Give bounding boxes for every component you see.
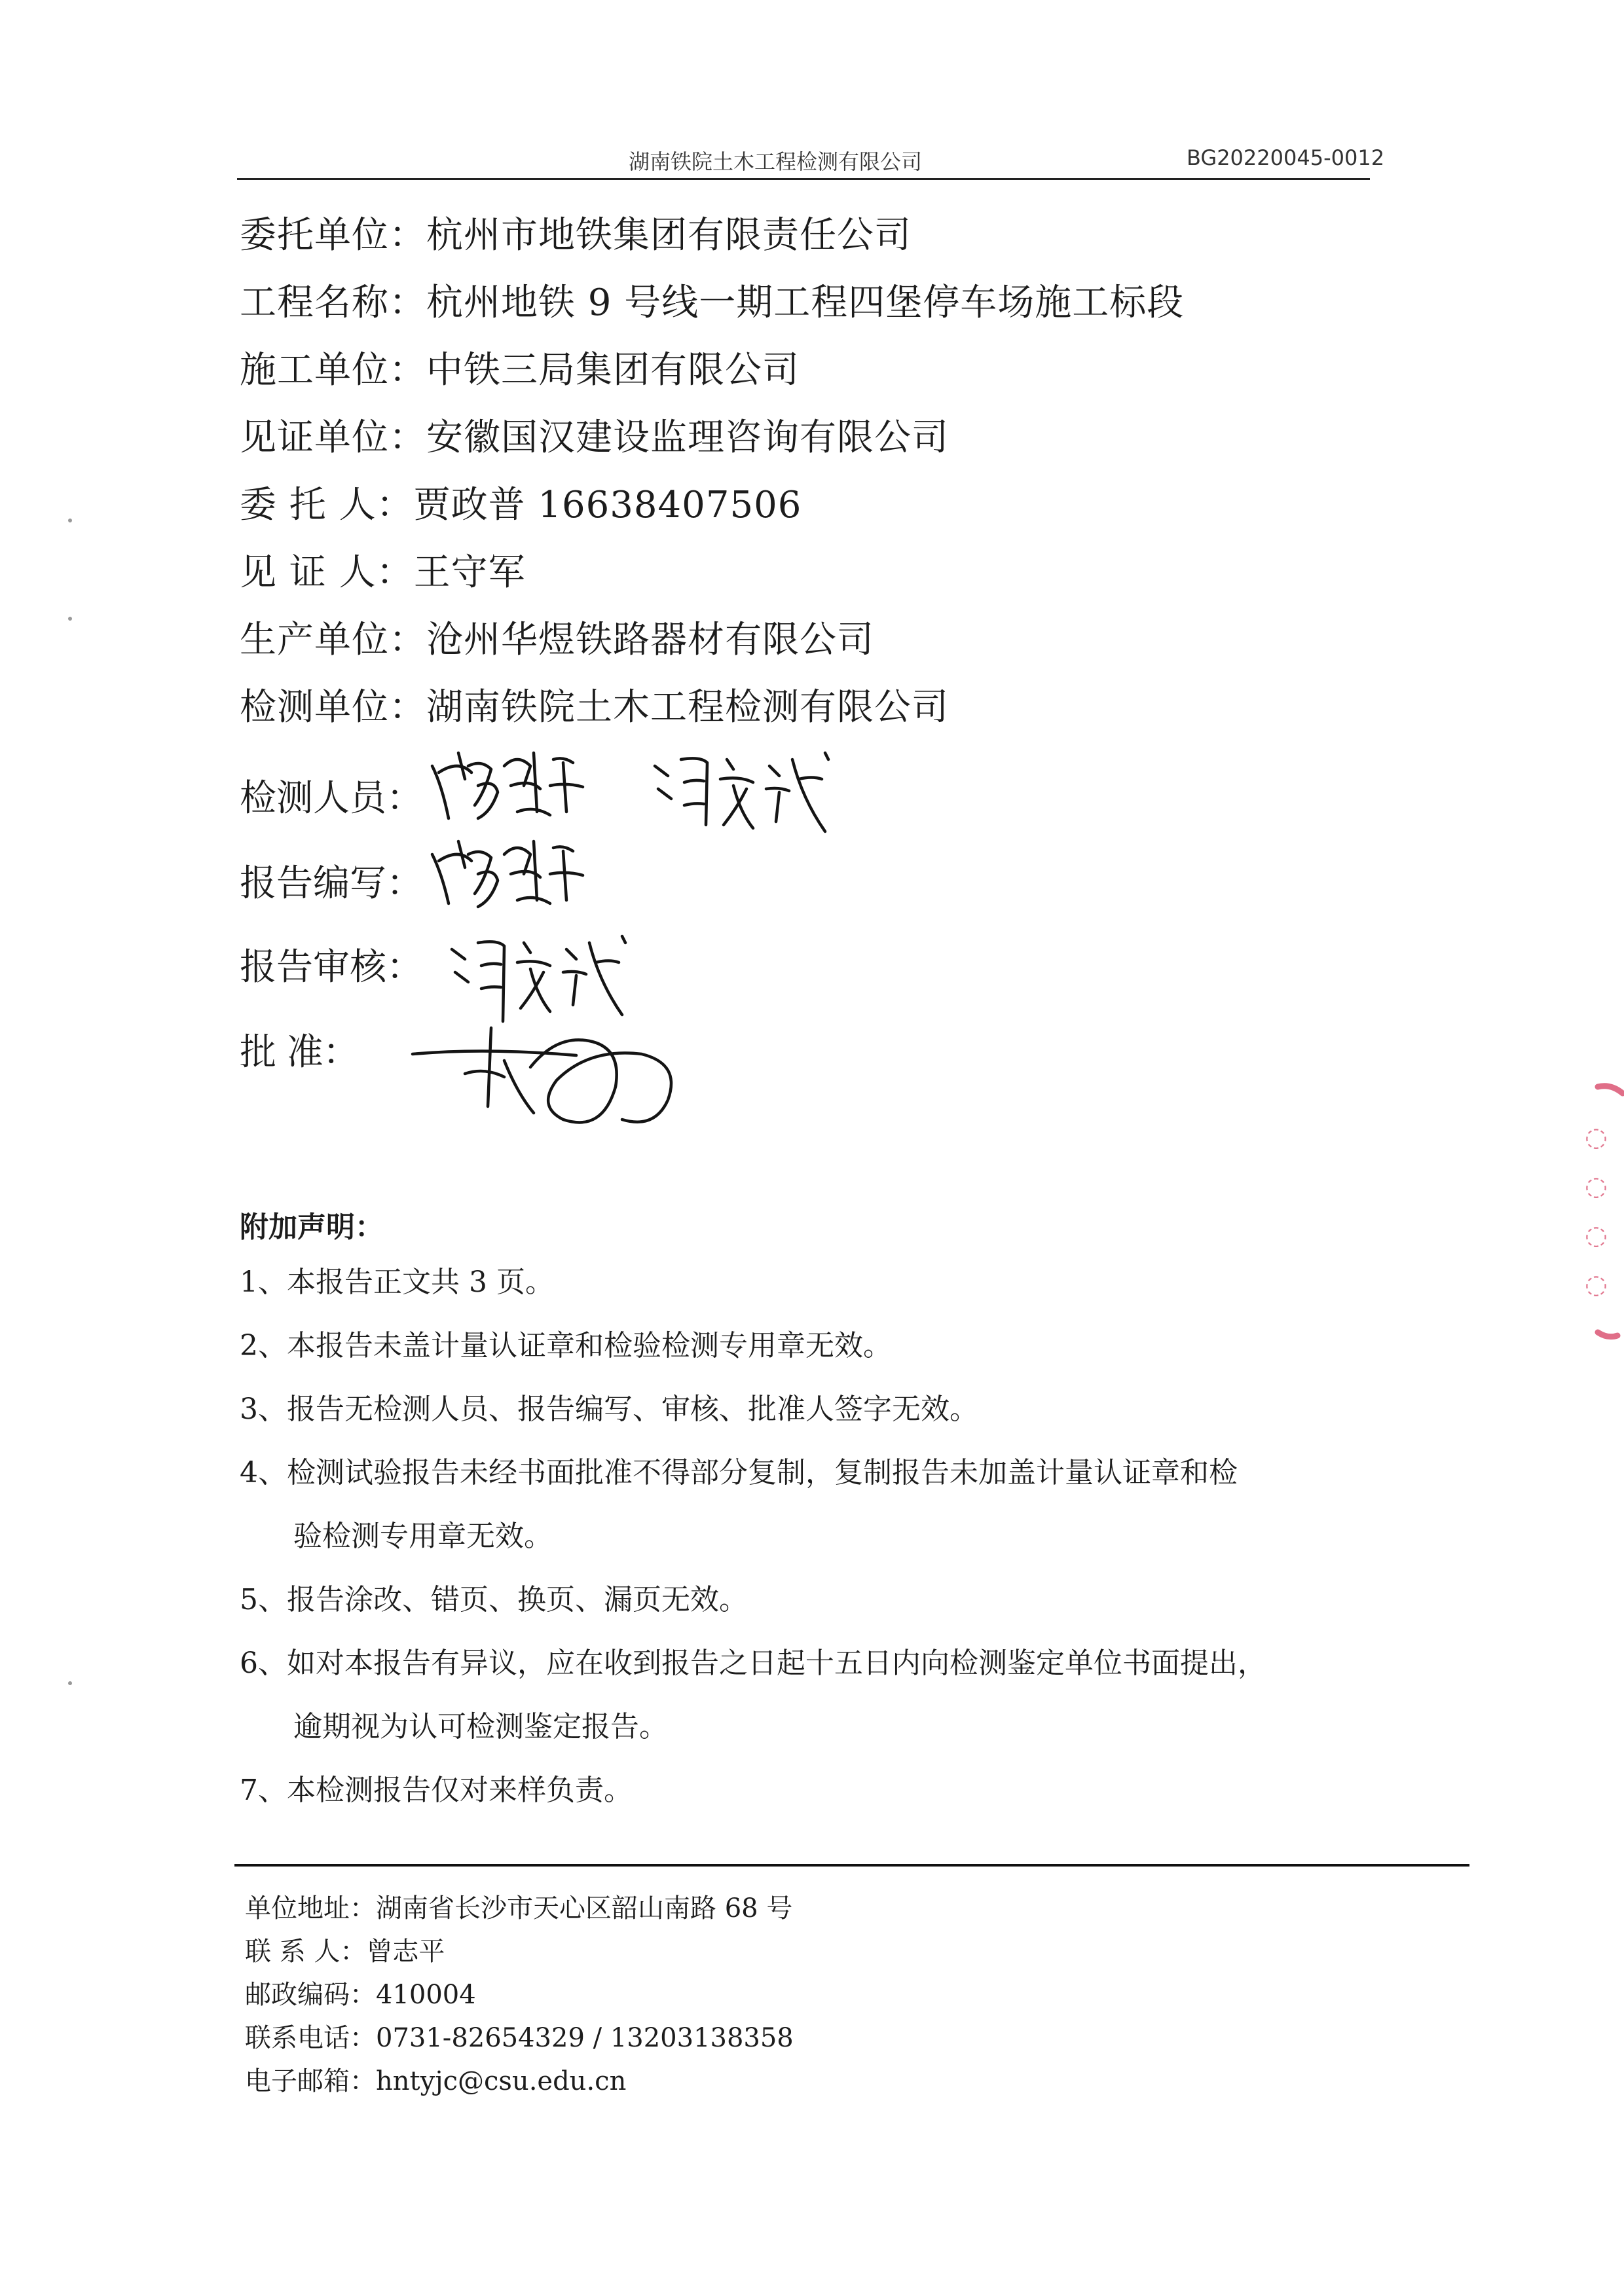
footer-value: 曾志平 [366,1937,445,1967]
note-item [240,1395,978,1424]
info-label: 委 托 人： [240,484,414,526]
footer-email [245,2068,626,2094]
header-company-name: 湖南铁院土木工程检测有限公司 [629,149,923,174]
info-value: 沧州华煜铁路器材有限公司 [426,619,874,661]
report-code: BG20220045-0012 [1187,145,1385,170]
footer-label: 电子邮箱： [245,2066,376,2096]
reviewer-signature [445,923,655,1021]
note-text: 如对本报告有异议，应在收到报告之日起十五日内向检测鉴定单位书面提出， [287,1647,1266,1680]
footer-label: 单位地址： [245,1893,376,1923]
note-number: 7、 [240,1774,287,1807]
note-text: 本报告正文共 3 页。 [287,1266,554,1299]
info-label: 见 证 人： [240,551,414,594]
note-text: 本检测报告仅对来样负责。 [287,1774,633,1807]
footer-value: 湖南省长沙市天心区韶山南路 68 号 [376,1893,793,1923]
footer-value: hntyjc@csu.edu.cn [376,2066,627,2096]
note-number: 1、 [240,1266,287,1299]
note-item [240,1456,1238,1489]
footer-contact [245,1939,445,1965]
info-value: 杭州地铁 9 号线一期工程四堡停车场施工标段 [426,282,1185,324]
footer-rule [234,1864,1469,1867]
note-item [240,1268,554,1297]
svg-text:◌: ◌ [1585,1269,1608,1300]
signature-label-testers: 检测人员： [240,777,423,820]
info-label: 检测单位： [240,686,426,729]
info-value: 中铁三局集团有限公司 [426,349,800,392]
info-row-consignor [240,484,802,526]
note-number: 2、 [240,1329,287,1362]
header-rule [237,178,1370,180]
footer-phone [245,2025,794,2051]
svg-text:◌: ◌ [1585,1122,1608,1152]
note-text: 检测试验报告未经书面批准不得部分复制，复制报告未加盖计量认证章和检 [287,1456,1238,1489]
scan-mark [68,519,72,522]
note-number: 5、 [240,1583,287,1616]
info-row-testing-unit [240,686,949,729]
info-row-manufacturer [240,619,874,661]
info-label: 生产单位： [240,619,426,661]
info-label: 工程名称： [240,282,426,324]
svg-text:◌: ◌ [1585,1171,1608,1201]
note-item [240,1329,892,1362]
notes-title: 附加声明： [240,1211,384,1244]
scan-mark [68,1681,72,1685]
footer-label: 联 系 人： [245,1937,367,1967]
info-row-witness [240,551,526,594]
scan-mark [68,617,72,621]
info-value: 杭州市地铁集团有限责任公司 [426,214,912,257]
footer-label: 邮政编码： [245,1980,376,2010]
signature-label-writer: 报告编写： [240,862,423,905]
footer-value: 410004 [376,1980,476,2010]
footer-value: 0731-82654329 / 13203138358 [376,2023,794,2053]
note-item [240,1649,1266,1678]
footer-postcode [245,1982,476,2008]
info-label: 见证单位： [240,416,426,459]
note-number: 3、 [240,1393,287,1426]
note-item [240,1776,633,1805]
signature-label-reviewer: 报告审核： [240,946,423,989]
note-number: 4、 [240,1456,287,1489]
info-value: 湖南铁院土木工程检测有限公司 [426,686,949,729]
note-text: 报告无检测人员、报告编写、审核、批准人签字无效。 [287,1393,978,1426]
info-row-contractor [240,349,800,392]
note-text: 本报告未盖计量认证章和检验检测专用章无效。 [287,1329,892,1362]
info-value: 安徽国汉建设监理咨询有限公司 [426,416,949,459]
info-row-witness-unit [240,416,949,459]
footer-label: 联系电话： [245,2023,376,2053]
stamp-fragment [1572,1074,1624,1349]
note-text-continued: 验检测专用章无效。 [293,1520,553,1553]
info-value: 王守军 [413,551,526,594]
svg-text:◌: ◌ [1585,1220,1608,1250]
info-label: 施工单位： [240,349,426,392]
info-label: 委托单位： [240,214,426,257]
signature-label-approver: 批 准： [240,1031,359,1074]
info-row-client [240,214,912,257]
note-item [240,1583,748,1616]
note-text-continued: 逾期视为认可检测鉴定报告。 [293,1710,668,1743]
note-text: 报告涂改、错页、换页、漏页无效。 [287,1583,748,1616]
info-value: 贾政普 16638407506 [413,484,802,526]
info-row-project [240,282,1185,324]
writer-signature [419,831,629,917]
footer-address [245,1895,792,1922]
tester-signature-2 [648,740,858,838]
note-number: 6、 [240,1647,287,1680]
approver-signature [406,1008,707,1139]
